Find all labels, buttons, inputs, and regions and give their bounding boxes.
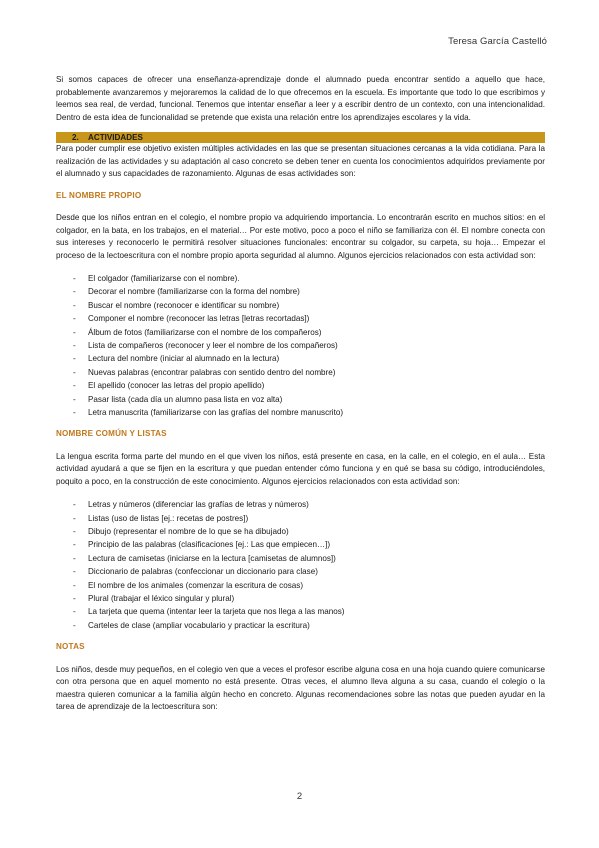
list-item-text: Lectura de camisetas (iniciarse en la lectura [camisetas de alumnos]) — [88, 553, 336, 563]
list-item — [56, 605, 545, 618]
list-item — [56, 339, 545, 352]
list-item-text: Álbum de fotos (familiarizarse con el nombre de los compañeros) — [88, 327, 322, 337]
list-item-text: Plural (trabajar el léxico singular y plural) — [88, 594, 235, 604]
notas-paragraph: Los niños, desde muy pequeños, en el colegio ven que a veces el profesor escribe alguna cosa en una hoja cuando quiere comunicarse con otra persona que en aquel momento no está presente. Otras veces, el alumno lleva alguna a su casa, cuando el colegio o la maestra quieren comunicar a la familia algún hecho en concreto. Algunas recomendaciones sobre las notas que pueden ayudar en la tarea de aprendizaje de la lectoescritura son: — [56, 664, 545, 712]
list-item-text: Pasar lista (cada día un alumno pasa lista en voz alta) — [88, 394, 283, 404]
dash-bullet: - — [73, 607, 76, 617]
list-item — [56, 393, 545, 406]
list-item-text: Buscar el nombre (reconocer e identificar su nombre) — [88, 300, 280, 310]
dash-bullet: - — [73, 540, 76, 550]
list-item-text: El apellido (conocer las letras del propio apellido) — [88, 381, 265, 391]
list-item — [56, 312, 545, 325]
section-banner — [56, 132, 545, 143]
dash-bullet: - — [73, 620, 76, 630]
intro-paragraph: Si somos capaces de ofrecer una enseñanza-aprendizaje donde el alumnado pueda encontrar sentido a aquello que hace, probablemente avanzaremos y mejoraremos la calidad de lo que ofrecemos en la escuela. Es importante que todo lo que escribimos y leemos sea real, de verdad, funcional. Tenemos que intentar enseñar a leer y a escribir dentro de un contexto, con una intencionalidad. Dentro de esta idea de funcionalidad se pretende que exista una relación entre los aprendizajes escolares y la vida. — [56, 75, 545, 122]
list-item-text: Listas (uso de listas [ej.: recetas de postres]) — [88, 513, 249, 523]
list-item — [56, 512, 545, 525]
section-number: 2. — [72, 133, 79, 142]
list-item — [56, 552, 545, 565]
list-item — [56, 538, 545, 551]
dash-bullet: - — [73, 287, 76, 297]
dash-bullet: - — [73, 407, 76, 417]
list-item-text: Lectura del nombre (iniciar al alumnado en la lectura) — [88, 354, 280, 364]
dash-bullet: - — [73, 394, 76, 404]
nombre-propio-paragraph: Desde que los niños entran en el colegio, el nombre propio va adquiriendo importancia. Lo encontrarán escrito en muchos sitios: en el colgador, en la bata, en los trabajos, en el material… Por este motivo, poco a poco el niño se familiariza con él. El nombre conecta con sus intereses y reconocerlo le permitirá resolver situaciones funcionales: encontrar su colgador, su carpeta, su hoja… Empezar el proceso de la lectoescritura con el nombre propio aporta seguridad al alumno. Algunos ejercicios relacionados con esta actividad son: — [56, 213, 545, 260]
list-item-text: Letras y números (diferenciar las grafías de letras y números) — [88, 500, 309, 510]
list-item-text: Decorar el nombre (familiarizarse con la forma del nombre) — [88, 287, 300, 297]
nombre-comun-list — [56, 498, 545, 632]
list-item — [56, 619, 545, 632]
list-item-text: Componer el nombre (reconocer las letras [letras recortadas]) — [88, 314, 310, 324]
dash-bullet: - — [73, 327, 76, 337]
list-item — [56, 285, 545, 298]
document-body — [56, 74, 545, 714]
list-item — [56, 406, 545, 419]
section-title: ACTIVIDADES — [88, 133, 143, 142]
heading-nombre-comun: NOMBRE COMÚN Y LISTAS — [56, 429, 167, 439]
dash-bullet: - — [73, 274, 76, 283]
list-item-text: Principio de las palabras (clasificaciones [ej.: Las que empiecen…]) — [88, 540, 331, 550]
list-item — [56, 299, 545, 312]
list-item — [56, 326, 545, 339]
dash-bullet: - — [73, 500, 76, 510]
dash-bullet: - — [73, 527, 76, 537]
list-item-text: Lista de compañeros (reconocer y leer el nombre de los compañeros) — [88, 340, 338, 350]
dash-bullet: - — [73, 381, 76, 391]
dash-bullet: - — [73, 354, 76, 364]
list-item-text: Nuevas palabras (encontrar palabras con sentido dentro del nombre) — [88, 367, 336, 377]
list-item-text: Dibujo (representar el nombre de lo que se ha dibujado) — [88, 527, 289, 537]
activities-paragraph: Para poder cumplir ese objetivo existen múltiples actividades en las que se presentan situaciones cercanas a la vida cotidiana. Para la realización de las actividades y su adaptación al caso concreto se deben tener en cuenta los conocimientos adquiridos previamente por el alumnado y sus capacidades de razonamiento. Algunas de esas actividades son: — [56, 144, 545, 178]
list-item-text: Diccionario de palabras (confeccionar un diccionario para clase) — [88, 567, 318, 577]
list-item — [56, 565, 545, 578]
dash-bullet: - — [73, 580, 76, 590]
list-item-text: Letra manuscrita (familiarizarse con las grafías del nombre manuscrito) — [88, 407, 344, 417]
list-item — [56, 592, 545, 605]
list-item — [56, 272, 545, 285]
page-header-author: Teresa García Castelló — [448, 36, 547, 47]
dash-bullet: - — [73, 553, 76, 563]
list-item — [56, 366, 545, 379]
list-item — [56, 379, 545, 392]
list-item — [56, 498, 545, 511]
list-item-text: La tarjeta que quema (intentar leer la tarjeta que nos llega a las manos) — [88, 607, 345, 617]
list-item-text: Carteles de clase (ampliar vocabulario y practicar la escritura) — [88, 620, 310, 630]
nombre-comun-paragraph: La lengua escrita forma parte del mundo en el que viven los niños, está presente en casa, en la calle, en el colegio, en el aula… Esta actividad ayudará a que se fijen en la escritura y que puedan entender cómo funciona y en qué se basa su código, introduciéndoles, poquito a poco, en la construcción de este conocimiento. Algunos ejercicios relacionados con esta actividad son: — [56, 451, 545, 486]
list-item-text: El colgador (familiarizarse con el nombre). — [88, 274, 240, 283]
list-item — [56, 525, 545, 538]
page-number: 2 — [296, 791, 303, 802]
list-item — [56, 579, 545, 592]
heading-nombre-propio: EL NOMBRE PROPIO — [56, 190, 142, 200]
dash-bullet: - — [73, 300, 76, 310]
dash-bullet: - — [73, 567, 76, 577]
dash-bullet: - — [73, 340, 76, 350]
dash-bullet: - — [73, 314, 76, 324]
nombre-propio-list — [56, 272, 545, 419]
dash-bullet: - — [73, 513, 76, 523]
list-item-text: El nombre de los animales (comenzar la escritura de cosas) — [88, 580, 304, 590]
dash-bullet: - — [73, 367, 76, 377]
heading-notas: NOTAS — [56, 642, 85, 652]
list-item — [56, 352, 545, 365]
dash-bullet: - — [73, 594, 76, 604]
